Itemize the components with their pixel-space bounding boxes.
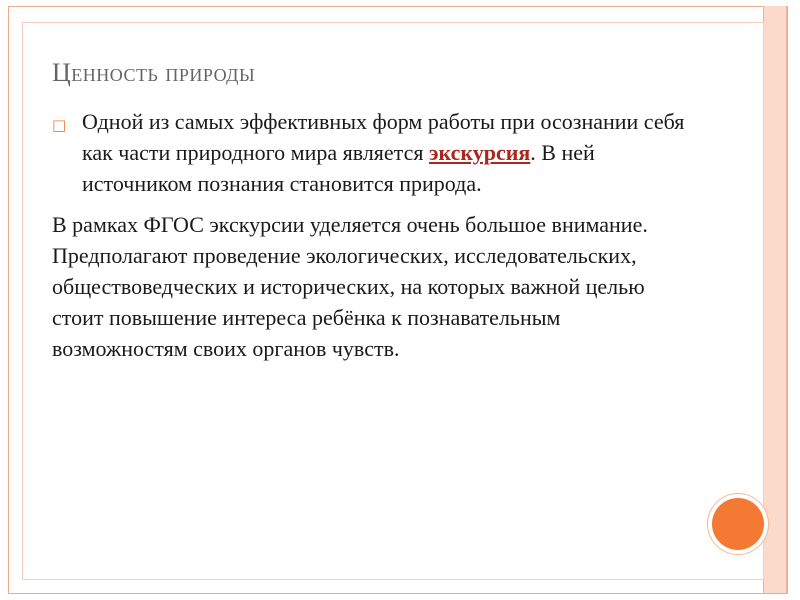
slide-title: Ценность природы xyxy=(52,58,256,87)
slide-content xyxy=(52,106,692,364)
bullet-item xyxy=(52,106,692,199)
hollow-square-bullet-icon: □ xyxy=(52,116,67,134)
excursion-link[interactable]: экскурсия xyxy=(428,140,531,165)
bullet-text-after: . В ней источником познания становится природа. xyxy=(82,140,595,196)
decorative-circle-icon xyxy=(712,498,764,550)
bullet-text-before: Одной из самых эффективных форм работы при осознании себя как части природного мира является xyxy=(82,109,685,165)
slide-frame-side-band xyxy=(763,6,787,593)
body-paragraph: В рамках ФГОС экскурсии уделяется очень большое внимание. Предполагают проведение экологических, исследовательских, обществоведческих и исторических, на которых важной целью стоит повышение интереса ребёнка к познавательным возможностям своих органов чувств. xyxy=(52,212,648,361)
